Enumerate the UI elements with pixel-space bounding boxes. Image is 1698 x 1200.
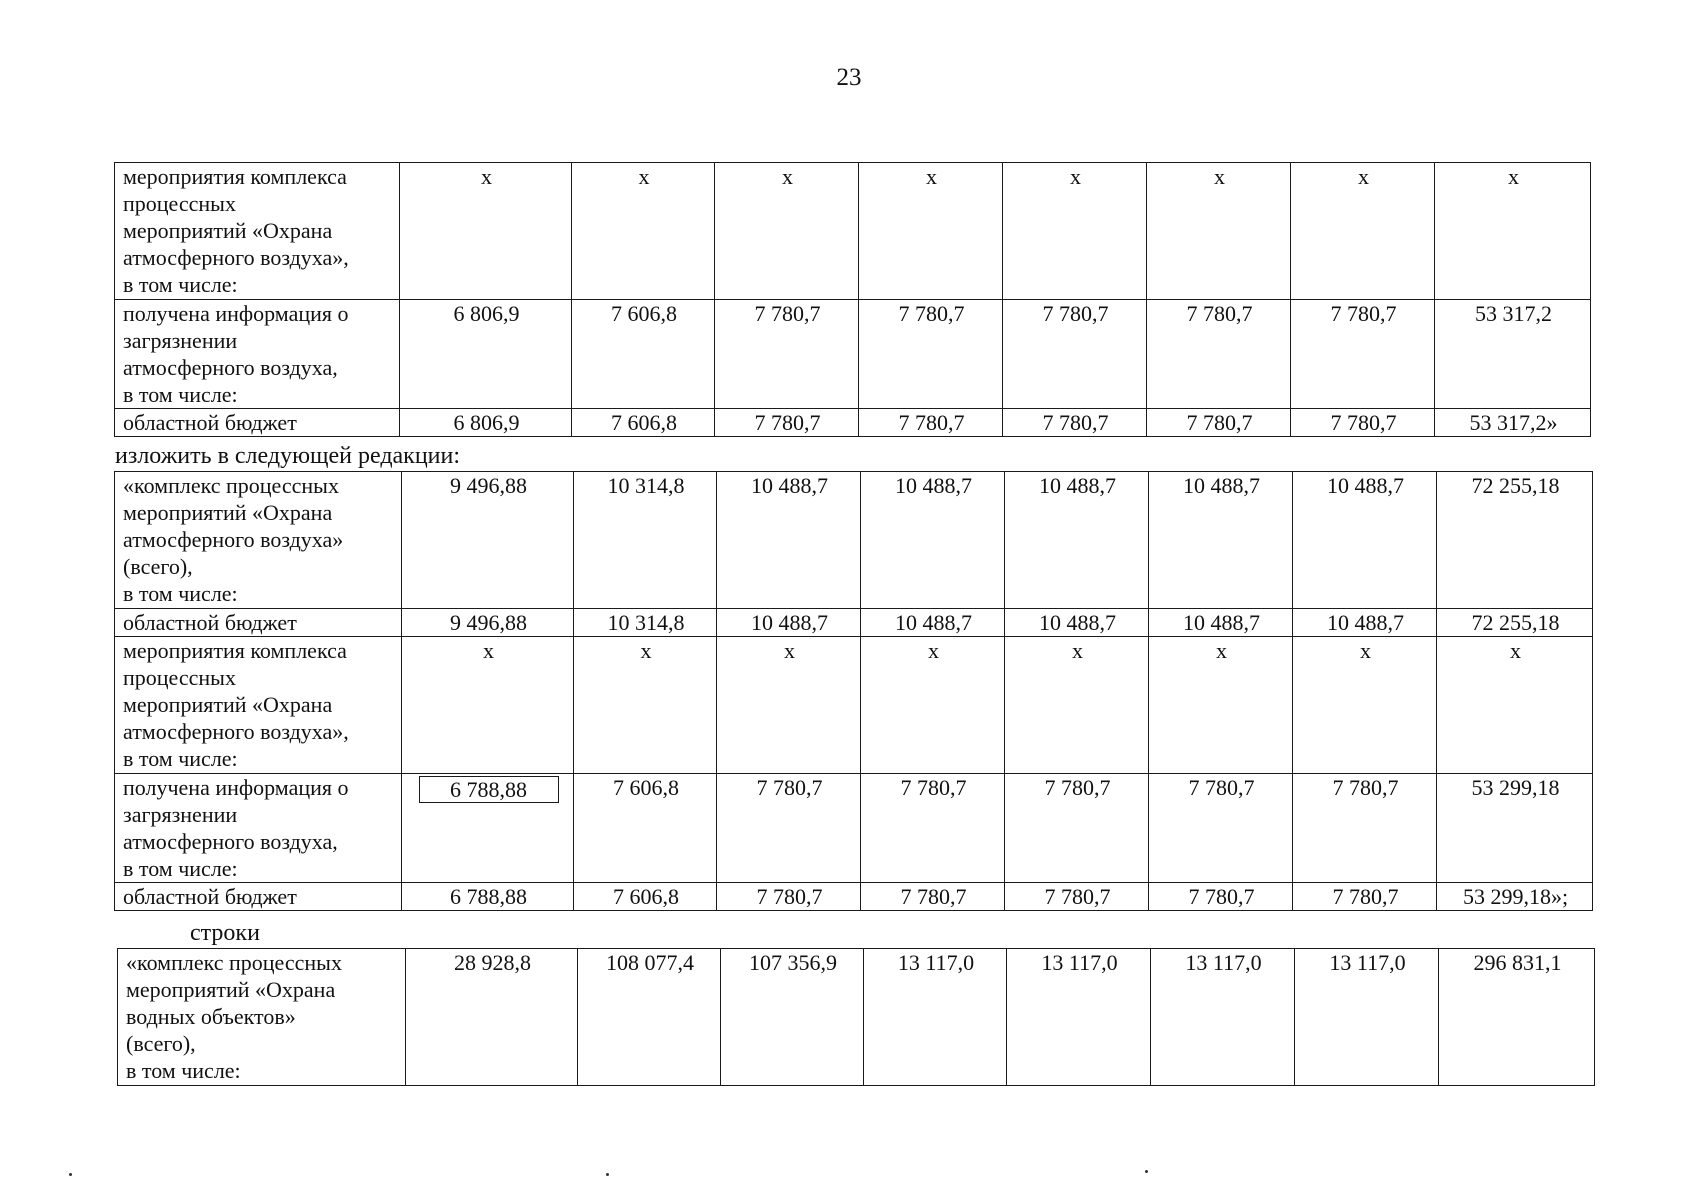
table-cell: x xyxy=(400,163,572,300)
table-row xyxy=(115,883,1593,911)
table-cell: 13 117,0 xyxy=(864,949,1007,1086)
row-label: областной бюджет xyxy=(115,609,402,637)
table-cell: 7 780,7 xyxy=(1147,300,1291,409)
table-cell: 7 780,7 xyxy=(1291,409,1435,437)
instruction-phrase: изложить в следующей редакции: xyxy=(115,443,461,469)
table-row xyxy=(115,300,1591,409)
table-cell: 7 780,7 xyxy=(861,774,1005,883)
table-cell: x xyxy=(572,163,715,300)
table-cell: x xyxy=(1293,637,1437,774)
table-cell: 7 606,8 xyxy=(574,883,717,911)
table-cell: 7 780,7 xyxy=(1293,883,1437,911)
row-label: получена информация о загрязнении атмосферного воздуха, в том числе: xyxy=(115,774,402,883)
row-label: мероприятия комплекса процессных мероприятий «Охрана атмосферного воздуха», в том числе: xyxy=(115,637,402,774)
table-cell: 7 780,7 xyxy=(1149,774,1293,883)
table-row xyxy=(115,637,1593,774)
table-cell: 7 606,8 xyxy=(572,409,715,437)
table-cell: 7 780,7 xyxy=(1003,300,1147,409)
table-cell: 7 780,7 xyxy=(1003,409,1147,437)
table-cell: x xyxy=(1291,163,1435,300)
table-cell: 7 780,7 xyxy=(859,409,1003,437)
table-cell: x xyxy=(1147,163,1291,300)
table-cell: x xyxy=(861,637,1005,774)
table-row xyxy=(115,774,1593,883)
table-cell: 6 806,9 xyxy=(400,300,572,409)
table-cell: 7 780,7 xyxy=(1005,774,1149,883)
table-cell: x xyxy=(1149,637,1293,774)
table-cell: 7 780,7 xyxy=(859,300,1003,409)
table-cell: 10 314,8 xyxy=(574,472,717,609)
table-cell xyxy=(402,774,574,883)
table-cell: x xyxy=(1435,163,1591,300)
table-cell: 72 255,18 xyxy=(1437,472,1593,609)
table-cell: 10 488,7 xyxy=(1005,609,1149,637)
table-cell: 9 496,88 xyxy=(402,472,574,609)
table-cell: 53 317,2 xyxy=(1435,300,1591,409)
table-cell: 7 780,7 xyxy=(715,409,859,437)
table-row xyxy=(118,949,1595,1086)
table-original-rows xyxy=(114,162,1591,437)
table-cell: 10 488,7 xyxy=(717,472,861,609)
table-cell: 10 488,7 xyxy=(1293,472,1437,609)
table-cell: x xyxy=(1005,637,1149,774)
scan-speck xyxy=(69,1173,72,1176)
table-cell: 53 299,18»; xyxy=(1437,883,1593,911)
table-cell: 7 780,7 xyxy=(861,883,1005,911)
table-cell: 10 488,7 xyxy=(861,472,1005,609)
table-cell: 6 806,9 xyxy=(400,409,572,437)
boxed-value: 6 788,88 xyxy=(419,776,559,803)
table-cell: x xyxy=(717,637,861,774)
table-cell: 9 496,88 xyxy=(402,609,574,637)
table-cell: 296 831,1 xyxy=(1439,949,1595,1086)
table-cell: 10 488,7 xyxy=(1149,472,1293,609)
table-cell: x xyxy=(715,163,859,300)
table-cell: 13 117,0 xyxy=(1151,949,1295,1086)
table-cell: x xyxy=(1437,637,1593,774)
table-cell: 107 356,9 xyxy=(721,949,864,1086)
table-cell: 7 780,7 xyxy=(715,300,859,409)
table-cell: 6 788,88 xyxy=(402,883,574,911)
table-cell: x xyxy=(574,637,717,774)
instruction-phrase: строки xyxy=(190,920,260,946)
table-cell: 108 077,4 xyxy=(578,949,721,1086)
table-cell: x xyxy=(402,637,574,774)
table-cell: 10 488,7 xyxy=(1149,609,1293,637)
table-cell: 10 488,7 xyxy=(717,609,861,637)
page-number: 23 xyxy=(836,64,862,91)
table-cell: x xyxy=(1003,163,1147,300)
table-cell: 7 780,7 xyxy=(1293,774,1437,883)
table-cell: 53 299,18 xyxy=(1437,774,1593,883)
table-row xyxy=(115,163,1591,300)
table-cell: 13 117,0 xyxy=(1007,949,1151,1086)
table-row xyxy=(115,409,1591,437)
table-row xyxy=(115,609,1593,637)
table-next-rows xyxy=(117,948,1595,1086)
scan-speck xyxy=(1145,1170,1148,1173)
row-label: «комплекс процессных мероприятий «Охрана водных объектов» (всего), в том числе: xyxy=(118,949,406,1086)
table-cell: 7 780,7 xyxy=(1005,883,1149,911)
table-row xyxy=(115,472,1593,609)
table-cell: 53 317,2» xyxy=(1435,409,1591,437)
row-label: «комплекс процессных мероприятий «Охрана атмосферного воздуха» (всего), в том числе: xyxy=(115,472,402,609)
table-cell: 7 606,8 xyxy=(574,774,717,883)
table-cell: 13 117,0 xyxy=(1295,949,1439,1086)
table-cell: 7 606,8 xyxy=(572,300,715,409)
table-cell: 7 780,7 xyxy=(1149,883,1293,911)
table-cell: 7 780,7 xyxy=(1291,300,1435,409)
table-cell: 10 488,7 xyxy=(1293,609,1437,637)
table-new-rows xyxy=(114,471,1593,911)
table-cell: 7 780,7 xyxy=(1147,409,1291,437)
table-cell: 7 780,7 xyxy=(717,883,861,911)
row-label: мероприятия комплекса процессных мероприятий «Охрана атмосферного воздуха», в том числе: xyxy=(115,163,400,300)
table-cell: 10 488,7 xyxy=(861,609,1005,637)
table-cell: x xyxy=(859,163,1003,300)
table-cell: 28 928,8 xyxy=(406,949,578,1086)
row-label: областной бюджет xyxy=(115,409,400,437)
scan-speck xyxy=(606,1173,609,1176)
table-cell: 10 314,8 xyxy=(574,609,717,637)
table-cell: 10 488,7 xyxy=(1005,472,1149,609)
row-label: областной бюджет xyxy=(115,883,402,911)
table-cell: 7 780,7 xyxy=(717,774,861,883)
table-cell: 72 255,18 xyxy=(1437,609,1593,637)
row-label: получена информация о загрязнении атмосферного воздуха, в том числе: xyxy=(115,300,400,409)
